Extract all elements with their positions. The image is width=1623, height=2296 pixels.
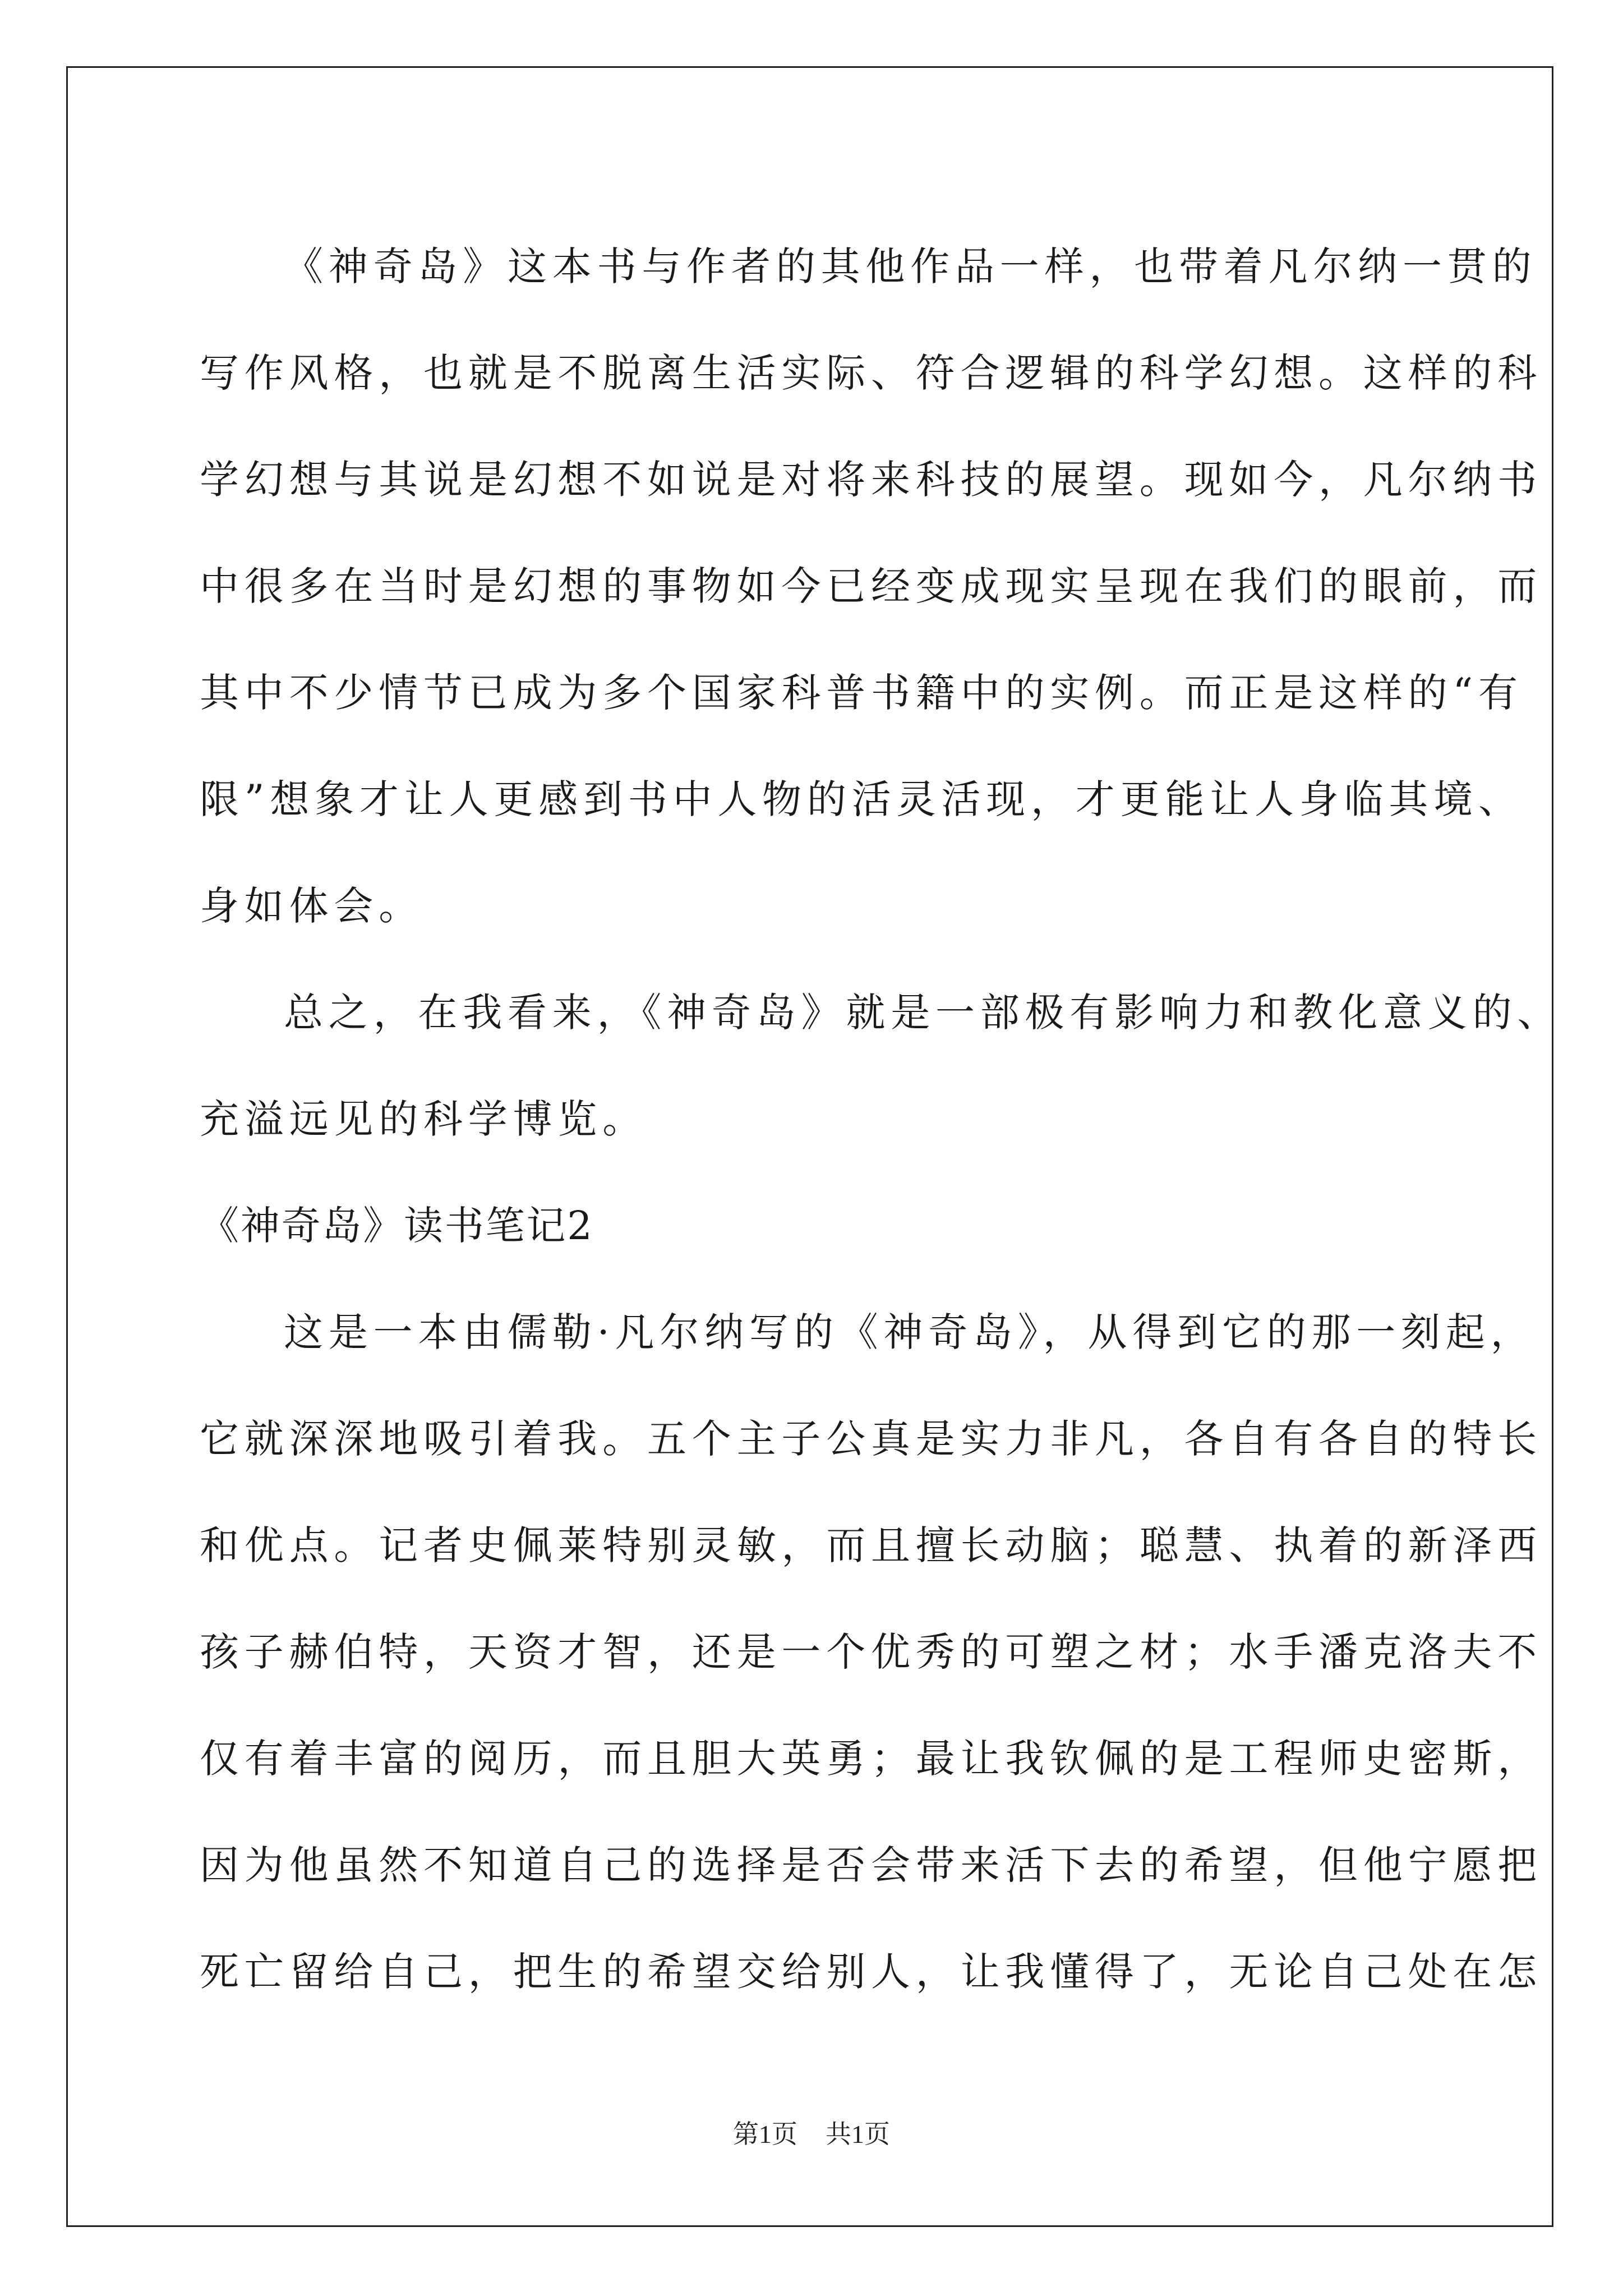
paragraph-line: 学幻想与其说是幻想不如说是对将来科技的展望。现如今，凡尔纳书 xyxy=(200,457,1542,503)
paragraph-line: 这是一本由儒勒·凡尔纳写的《神奇岛》，从得到它的那一刻起， xyxy=(284,1309,1536,1355)
paragraph-line: 总之，在我看来，《神奇岛》就是一部极有影响力和教化意义的、 xyxy=(284,990,1562,1036)
paragraph-line: 充溢远见的科学博览。 xyxy=(200,1096,647,1142)
section-heading: 《神奇岛》读书笔记2 xyxy=(200,1203,594,1249)
paragraph-line: 孩子赫伯特，天资才智，还是一个优秀的可塑之材；水手潘克洛夫不 xyxy=(200,1629,1542,1675)
page-number-current: 第1页 xyxy=(733,2120,797,2148)
paragraph-line: 中很多在当时是幻想的事物如今已经变成现实呈现在我们的眼前，而 xyxy=(200,563,1542,609)
paragraph-line: 它就深深地吸引着我。五个主子公真是实力非凡，各自有各自的特长 xyxy=(200,1416,1542,1462)
paragraph-line: 仅有着丰富的阅历，而且胆大英勇；最让我钦佩的是工程师史密斯， xyxy=(200,1736,1542,1782)
paragraph-line: 限”想象才让人更感到书中人物的活灵活现，才更能让人身临其境、 xyxy=(200,776,1523,822)
paragraph-line: 《神奇岛》这本书与作者的其他作品一样，也带着凡尔纳一贯的 xyxy=(284,243,1537,289)
paragraph-line: 死亡留给自己，把生的希望交给别人，让我懂得了，无论自己处在怎 xyxy=(200,1949,1542,1995)
paragraph-line: 其中不少情节已成为多个国家科普书籍中的实例。而正是这样的“有 xyxy=(200,670,1523,716)
paragraph-line: 和优点。记者史佩莱特别灵敏，而且擅长动脑；聪慧、执着的新泽西 xyxy=(200,1522,1542,1568)
paragraph-line: 因为他虽然不知道自己的选择是否会带来活下去的希望，但他宁愿把 xyxy=(200,1842,1542,1888)
page-number-total: 共1页 xyxy=(826,2120,890,2148)
page-footer xyxy=(0,2118,1623,2151)
paragraph-line: 身如体会。 xyxy=(200,883,423,929)
paragraph-line: 写作风格，也就是不脱离生活实际、符合逻辑的科学幻想。这样的科 xyxy=(200,350,1542,396)
document-body xyxy=(200,213,1562,2025)
